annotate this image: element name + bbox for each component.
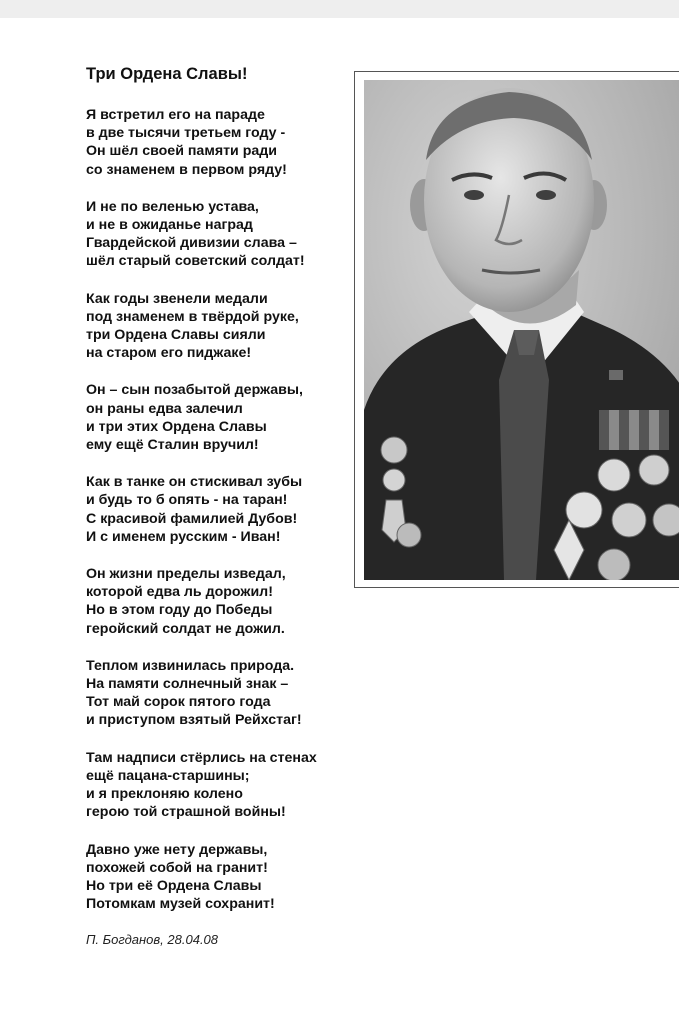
poem-stanza [86,381,356,454]
poem-line: Гвардейской дивизии слава – [86,235,297,252]
poem-line: геройский солдат не дожил. [86,620,285,637]
poem-line: и три этих Ордена Славы [86,418,267,435]
poem-line: и будь то б опять - на таран! [86,492,288,509]
poem-stanza [86,657,356,730]
poem-line: Как в танке он стискивал зубы [86,474,303,491]
veteran-portrait-photo [364,80,679,580]
poem-line: Давно уже нету державы, [86,841,268,858]
poem-line: Он – сын позабытой державы, [86,382,303,399]
poem-line: в две тысячи третьем году - [86,125,286,142]
poem-line: Но в этом году до Победы [86,602,273,619]
top-toolbar-strip [0,0,679,18]
poem-line: под знаменем в твёрдой руке, [86,308,299,325]
poem-line: со знаменем в первом ряду! [86,161,287,178]
poem-line: ему ещё Сталин вручил! [86,437,259,454]
poem-body [86,106,356,932]
poem-line: Он жизни пределы изведал, [86,566,286,583]
poem-line: Теплом извинилась природа. [86,657,295,674]
poem-line: Он шёл своей памяти ради [86,143,277,160]
poem-line: шёл старый советский солдат! [86,253,305,270]
poem-line: герою той страшной войны! [86,804,286,821]
poem-stanza [86,749,356,822]
poem-line: Но три её Ордена Славы [86,877,262,894]
poem-line: С красивой фамилией Дубов! [86,510,298,527]
poem-line: На памяти солнечный знак – [86,676,289,693]
poem-stanza [86,198,356,271]
photo-frame [354,71,679,588]
poem-line: ещё пацана-старшины; [86,767,250,784]
poem-line: он раны едва залечил [86,400,243,417]
poem-line: Там надписи стёрлись на стенах [86,749,317,766]
poem-title: Три Ордена Славы! [86,65,248,83]
poem-line: три Ордена Славы сияли [86,327,266,344]
poem-line: И не по веленью устава, [86,198,259,215]
poem-stanza [86,841,356,914]
poem-line: И с именем русским - Иван! [86,528,281,545]
poem-line: и не в ожиданье наград [86,217,253,234]
poem-line: которой едва ль дорожил! [86,584,273,601]
poem-stanza [86,473,356,546]
poem-stanza [86,290,356,363]
poem-line: Я встретил его на параде [86,107,265,123]
poem-stanza [86,106,356,179]
poem-signature: П. Богданов, 28.04.08 [86,932,219,947]
poem-line: на старом его пиджаке! [86,345,252,362]
poem-line: Потомкам музей сохранит! [86,896,275,913]
document-page [0,18,679,1034]
poem-line: Тот май сорок пятого года [86,694,271,711]
poem-line: похожей собой на гранит! [86,859,268,876]
poem-line: и приступом взятый Рейхстаг! [86,712,302,729]
poem-line: и я преклоняю колено [86,786,243,803]
poem-line: Как годы звенели медали [86,290,268,307]
poem-stanza [86,565,356,638]
